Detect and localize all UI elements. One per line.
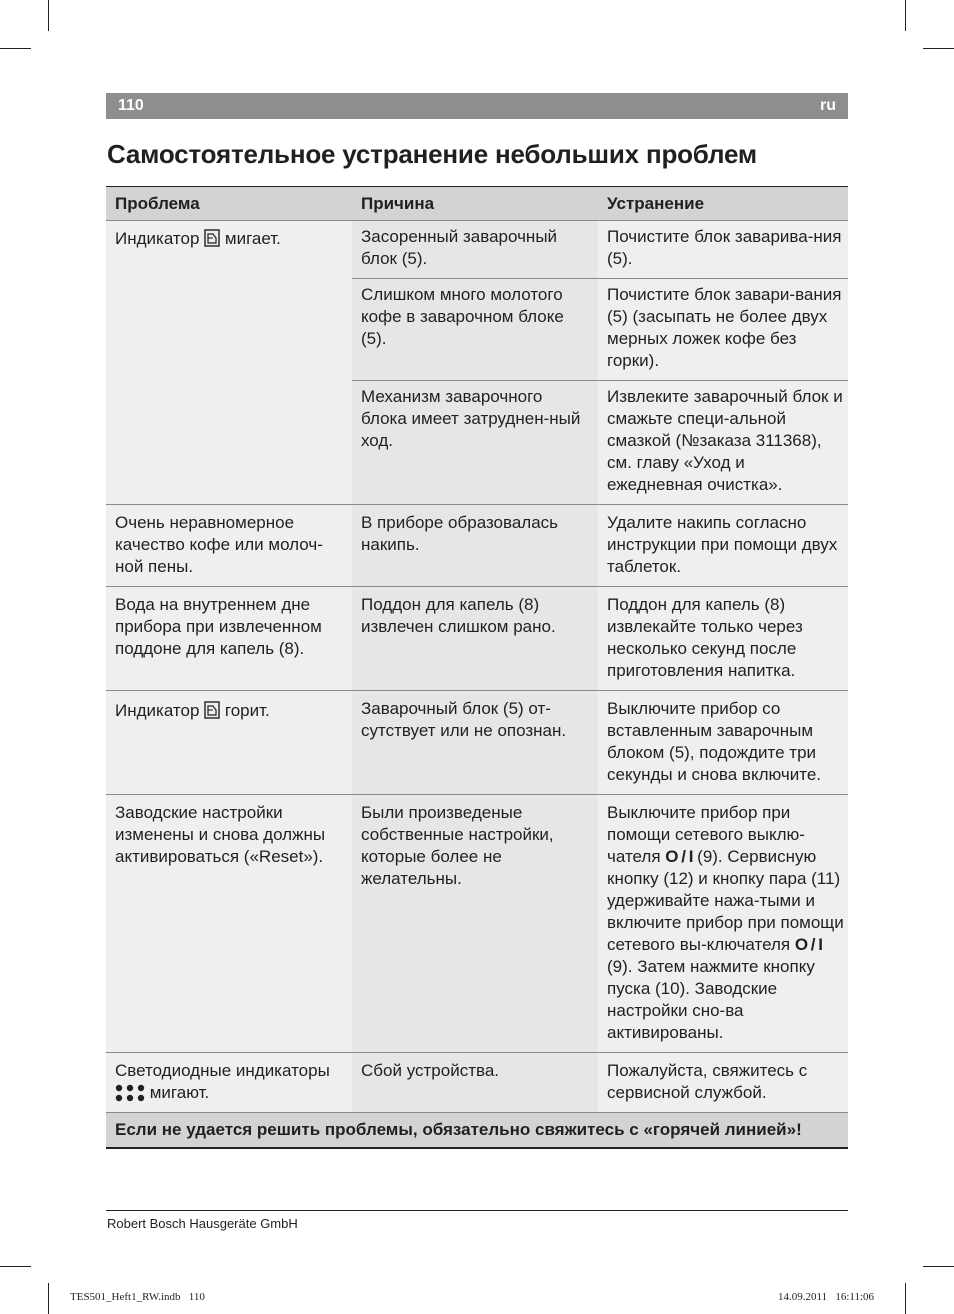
cause-cell: Слишком много молотого кофе в заварочном блоке (5). xyxy=(352,279,598,380)
problem-cell: Заводские настройки изменены и снова должны активироваться («Reset»). xyxy=(106,795,352,1052)
fix-cell: Извлеките заварочный блок и смажьте специ-альной смазкой (№заказа 311368), см. главу «Уход и ежедневная очистка». xyxy=(598,381,848,504)
fix-cell xyxy=(598,795,848,1052)
problem-text: Индикатор xyxy=(115,229,200,248)
brew-unit-icon xyxy=(204,701,220,719)
cause-cell: Были произведеные собственные настройки, которые более не желательны. xyxy=(352,795,598,1052)
cause-cell: Сбой устройства. xyxy=(352,1053,598,1112)
sub-row xyxy=(352,221,848,279)
cause-cell: В приборе образовалась накипь. xyxy=(352,505,598,586)
fix-cell: Почистите блок завари-вания (5) (засыпать не более двух мерных ложек кофе без горки). xyxy=(598,279,848,380)
page-number: 110 xyxy=(118,97,144,114)
fix-cell: Удалите накипь согласно инструкции при помощи двух таблеток. xyxy=(598,505,848,586)
fix-text: Выключите прибор при помощи сетевого выклю-чателя xyxy=(607,803,805,866)
sub-row xyxy=(352,279,848,381)
table-row xyxy=(106,221,848,505)
table-row xyxy=(106,587,848,691)
crop-mark xyxy=(905,1283,906,1314)
problem-cell: Вода на внутреннем дне прибора при извлеченном поддоне для капель (8). xyxy=(106,587,352,690)
problem-text: мигают. xyxy=(149,1083,210,1102)
problem-cell: Очень неравномерное качество кофе или молоч-ной пены. xyxy=(106,505,352,586)
problem-text: горит. xyxy=(224,701,270,720)
table-row xyxy=(106,505,848,587)
table-row xyxy=(106,795,848,1053)
fix-text: (9). Затем нажмите кнопку пуска (10). Заводские настройки сно-ва активированы. xyxy=(607,957,815,1042)
crop-mark xyxy=(48,0,49,31)
crop-mark xyxy=(905,0,906,31)
column-header-fix: Устранение xyxy=(598,187,848,220)
led-dots-icon xyxy=(115,1084,145,1102)
column-header-cause: Причина xyxy=(352,187,598,220)
page-title: Самостоятельное устранение небольших проблем xyxy=(107,139,757,169)
crop-mark xyxy=(0,1266,31,1267)
table-footer-note: Если не удается решить проблемы, обязательно свяжитесь с «горячей линией»! xyxy=(106,1113,848,1149)
fix-cell: Почистите блок заварива-ния (5). xyxy=(598,221,848,278)
troubleshooting-table xyxy=(106,186,848,1149)
crop-mark xyxy=(48,1283,49,1314)
problem-cell xyxy=(106,691,352,794)
print-slug-datetime: 14.09.2011 16:11:06 xyxy=(778,1291,875,1303)
problem-cell xyxy=(106,1053,352,1112)
page-header-bar xyxy=(106,93,848,119)
cause-cell: Заварочный блок (5) от-сутствует или не опознан. xyxy=(352,691,598,794)
fix-cell: Поддон для капель (8) извлекайте только через несколько секунд после приготовления напитка. xyxy=(598,587,848,690)
problem-text: Светодиодные индикаторы xyxy=(115,1061,330,1080)
fix-text: (9). Сервисную кнопку (12) и кнопку пара (11) удерживайте нажа-тыми и включите прибор при помощи сетевого вы-ключателя xyxy=(607,847,844,954)
fix-cell: Выключите прибор со вставленным заварочным блоком (5), подождите три секунды и снова включите. xyxy=(598,691,848,794)
cause-cell: Механизм заварочного блока имеет затруднен-ный ход. xyxy=(352,381,598,504)
crop-mark xyxy=(923,48,954,49)
problem-text: мигает. xyxy=(224,229,281,248)
fix-cell: Пожалуйста, свяжитесь с сервисной службой. xyxy=(598,1053,848,1112)
cause-cell: Засоренный заварочный блок (5). xyxy=(352,221,598,278)
power-switch-symbol: O / I xyxy=(794,935,822,954)
footer-divider xyxy=(106,1210,848,1211)
brew-unit-icon xyxy=(204,229,220,247)
sub-row xyxy=(352,381,848,504)
table-row xyxy=(106,691,848,795)
sub-rows xyxy=(352,221,848,504)
power-switch-symbol: O / I xyxy=(665,847,693,866)
problem-cell xyxy=(106,221,352,504)
table-header-row xyxy=(106,187,848,221)
language-code: ru xyxy=(820,97,836,114)
table-row xyxy=(106,1053,848,1113)
print-slug-file: TES501_Heft1_RW.indb 110 xyxy=(70,1291,205,1303)
crop-mark xyxy=(0,48,31,49)
company-name: Robert Bosch Hausgeräte GmbH xyxy=(107,1216,298,1231)
cause-cell: Поддон для капель (8) извлечен слишком рано. xyxy=(352,587,598,690)
crop-mark xyxy=(923,1266,954,1267)
column-header-problem: Проблема xyxy=(106,187,352,220)
problem-text: Индикатор xyxy=(115,701,200,720)
